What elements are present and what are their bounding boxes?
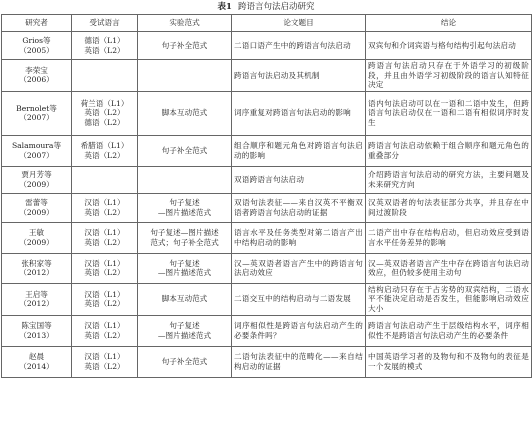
cell-researcher-line: （2009） bbox=[19, 237, 54, 247]
cell-paradigm bbox=[138, 135, 232, 166]
table-row bbox=[2, 32, 532, 60]
cell-researcher-line: （2007） bbox=[19, 150, 54, 160]
cell-languages-line: 英语（L2） bbox=[84, 268, 125, 278]
cell-researcher-line: （2009） bbox=[19, 179, 54, 189]
cell-paradigm bbox=[138, 253, 232, 283]
cell-researcher-line: （2005） bbox=[19, 45, 54, 55]
cell-paradigm bbox=[138, 166, 232, 193]
cell-conclusion: 汉—英双语者语言产生中存在跨语言句法启动效应，但仍较多使用主动句 bbox=[366, 253, 532, 283]
cell-researcher-line: 赵晨 bbox=[28, 351, 45, 361]
cell-languages bbox=[72, 253, 138, 283]
table-row bbox=[2, 166, 532, 193]
cell-languages bbox=[72, 315, 138, 346]
table-row bbox=[2, 135, 532, 166]
table-row bbox=[2, 253, 532, 283]
cell-researcher bbox=[2, 253, 72, 283]
cell-paradigm bbox=[138, 346, 232, 377]
cell-paradigm-line: 句子补全范式 bbox=[161, 356, 208, 366]
cell-researcher-line: 王敏 bbox=[28, 228, 45, 238]
cell-languages-line: 汉语（L1） bbox=[84, 320, 125, 330]
cell-conclusion: 介绍跨语言句法启动的研究方法，主要问题及未来研究方向 bbox=[366, 166, 532, 193]
cell-paradigm-line: 句子补全范式 bbox=[161, 145, 208, 155]
cell-researcher-line: Bernolet等 bbox=[16, 103, 57, 113]
cell-paradigm-line: 范式；句子补全范式 bbox=[150, 237, 219, 247]
cell-researcher-line: （2012） bbox=[19, 268, 54, 278]
cell-title: 双语跨语言句法启动 bbox=[232, 166, 366, 193]
cell-conclusion: 跨语言句法启动依赖于组合顺序和题元角色的重叠部分 bbox=[366, 135, 532, 166]
cell-languages-line: 汉语（L1） bbox=[84, 351, 125, 361]
cell-researcher-line: （2013） bbox=[19, 330, 54, 340]
cell-researcher bbox=[2, 135, 72, 166]
cell-paradigm-line: —图片描述范式 bbox=[157, 207, 212, 217]
cell-paradigm-line: 脚本互动范式 bbox=[161, 108, 208, 118]
cell-languages-line: 德语（L2） bbox=[84, 118, 125, 128]
table-body bbox=[2, 32, 532, 378]
cell-researcher-line: 陈宝国等 bbox=[21, 320, 52, 330]
cell-paradigm bbox=[138, 283, 232, 315]
table-row bbox=[2, 315, 532, 346]
cell-conclusion: 双宾句和介词宾语与格句结构引起句法启动 bbox=[366, 32, 532, 60]
cell-paradigm bbox=[138, 91, 232, 135]
cell-researcher-line: （2009） bbox=[19, 207, 54, 217]
cell-languages-line: 德语（L1） bbox=[84, 35, 125, 45]
cell-languages bbox=[72, 91, 138, 135]
cell-paradigm-line: 脚本互动范式 bbox=[161, 294, 208, 304]
cell-researcher-line: Salamoura等 bbox=[11, 141, 62, 151]
cell-paradigm bbox=[138, 315, 232, 346]
cell-researcher bbox=[2, 222, 72, 253]
cell-conclusion: 中国英语学习者的及物句和不及物句的表征是一个发展的模式 bbox=[366, 346, 532, 377]
cell-title: 跨语言句法启动及其机制 bbox=[232, 60, 366, 92]
cell-languages bbox=[72, 32, 138, 60]
cell-conclusion: 跨语言句法启动只存在于外语学习的初级阶段，并且由外语学习初级阶段的语言认知特征决定 bbox=[366, 60, 532, 92]
cell-title: 汉—英双语者语言产生中的跨语言句法启动效应 bbox=[232, 253, 366, 283]
cell-researcher-line: （2006） bbox=[19, 75, 54, 85]
cell-researcher bbox=[2, 193, 72, 222]
cell-title: 二语口语产生中的跨语言句法启动 bbox=[232, 32, 366, 60]
cell-languages-line: 英语（L2） bbox=[84, 361, 125, 371]
cell-researcher-line: （2007） bbox=[19, 113, 54, 123]
cell-languages bbox=[72, 283, 138, 315]
cell-languages bbox=[72, 60, 138, 92]
cell-title: 语言水平及任务类型对第二语言产出中结构启动的影响 bbox=[232, 222, 366, 253]
cell-paradigm bbox=[138, 60, 232, 92]
cell-conclusion: 汉英双语者的句法表征部分共享，并且存在中间过渡阶段 bbox=[366, 193, 532, 222]
cell-languages-line: 英语（L2） bbox=[84, 108, 125, 118]
cell-paradigm bbox=[138, 193, 232, 222]
cell-languages-line: 英语（L2） bbox=[84, 45, 125, 55]
cell-paradigm-line: 句子补全范式 bbox=[161, 40, 208, 50]
caption-number: 表1 bbox=[217, 2, 232, 12]
cell-paradigm-line: 句子复述 bbox=[169, 258, 200, 268]
cell-title: 组合顺序和题元角色对跨语言句法启动的影响 bbox=[232, 135, 366, 166]
cell-languages bbox=[72, 193, 138, 222]
cell-title: 词序重复对跨语言句法启动的影响 bbox=[232, 91, 366, 135]
cell-languages-line: 汉语（L1） bbox=[84, 228, 125, 238]
cell-paradigm-line: 句子复述 bbox=[169, 198, 200, 208]
cell-languages-line: 荷兰语（L1） bbox=[80, 98, 129, 108]
cell-languages-line: 希腊语（L1） bbox=[80, 141, 129, 151]
table-caption bbox=[0, 2, 532, 12]
cell-researcher-line: 李荣宝 bbox=[25, 65, 48, 75]
header-conclusion: 结论 bbox=[366, 15, 532, 32]
cell-researcher bbox=[2, 315, 72, 346]
research-table bbox=[1, 14, 532, 378]
cell-conclusion: 语内句法启动可以在一语和二语中发生，但跨语言句法启动仅在一语和二语有相似词序时发生 bbox=[366, 91, 532, 135]
cell-paradigm-line: —图片描述范式 bbox=[157, 330, 212, 340]
cell-conclusion: 跨语言句法启动产生于层级结构水平，词序相似性不是跨语言句法启动产生的必要条件 bbox=[366, 315, 532, 346]
table-row bbox=[2, 283, 532, 315]
cell-languages-line: 汉语（L1） bbox=[84, 289, 125, 299]
cell-researcher bbox=[2, 60, 72, 92]
cell-languages-line: 英语（L2） bbox=[84, 299, 125, 309]
cell-title: 双语句法表征——来自汉英不平衡双语者跨语言句法启动的证据 bbox=[232, 193, 366, 222]
cell-paradigm-line: —图片描述范式 bbox=[157, 268, 212, 278]
cell-researcher bbox=[2, 283, 72, 315]
cell-languages-line: 英语（L2） bbox=[84, 330, 125, 340]
cell-languages-line: 汉语（L1） bbox=[84, 198, 125, 208]
cell-paradigm-line: 句子复述—图片描述 bbox=[150, 228, 219, 238]
cell-title: 二语句法表征中的范畴化——来自结构启动的证据 bbox=[232, 346, 366, 377]
cell-title: 二语交互中的结构启动与二语发展 bbox=[232, 283, 366, 315]
header-researcher: 研究者 bbox=[2, 15, 72, 32]
cell-title: 词序相似性是跨语言句法启动产生的必要条件吗？ bbox=[232, 315, 366, 346]
cell-researcher-line: 王启等 bbox=[25, 289, 48, 299]
cell-languages bbox=[72, 346, 138, 377]
header-paradigm: 实验范式 bbox=[138, 15, 232, 32]
header-row bbox=[2, 15, 532, 32]
cell-researcher-line: 张积家等 bbox=[21, 258, 52, 268]
header-title: 论文题目 bbox=[232, 15, 366, 32]
table-row bbox=[2, 222, 532, 253]
cell-paradigm bbox=[138, 222, 232, 253]
cell-languages bbox=[72, 135, 138, 166]
caption-title: 跨语言句法启动研究 bbox=[237, 2, 315, 12]
cell-languages-line: 英语（L2） bbox=[84, 237, 125, 247]
cell-languages-line: 英语（L2） bbox=[84, 150, 125, 160]
table-row bbox=[2, 91, 532, 135]
cell-conclusion: 结构启动只存在于占劣势的双宾结构，二语水平不能决定启动是否发生，但能影响启动效应大小 bbox=[366, 283, 532, 315]
cell-researcher-line: （2014） bbox=[19, 361, 54, 371]
cell-researcher bbox=[2, 346, 72, 377]
cell-languages bbox=[72, 166, 138, 193]
cell-researcher-line: 雷蕾等 bbox=[25, 198, 48, 208]
cell-researcher bbox=[2, 91, 72, 135]
table-row bbox=[2, 193, 532, 222]
cell-languages-line: 英语（L2） bbox=[84, 207, 125, 217]
cell-paradigm bbox=[138, 32, 232, 60]
cell-researcher-line: 贾月芳等 bbox=[21, 170, 52, 180]
cell-researcher bbox=[2, 166, 72, 193]
header-languages: 受试语言 bbox=[72, 15, 138, 32]
cell-languages-line: 汉语（L1） bbox=[84, 258, 125, 268]
cell-researcher-line: Grios等 bbox=[22, 35, 51, 45]
cell-researcher bbox=[2, 32, 72, 60]
cell-conclusion: 二语产出中存在结构启动，但启动效应受到语言水平任务差异的影响 bbox=[366, 222, 532, 253]
table-row bbox=[2, 60, 532, 92]
cell-languages bbox=[72, 222, 138, 253]
cell-researcher-line: （2012） bbox=[19, 299, 54, 309]
cell-paradigm-line: 句子复述 bbox=[169, 320, 200, 330]
table-row bbox=[2, 346, 532, 377]
